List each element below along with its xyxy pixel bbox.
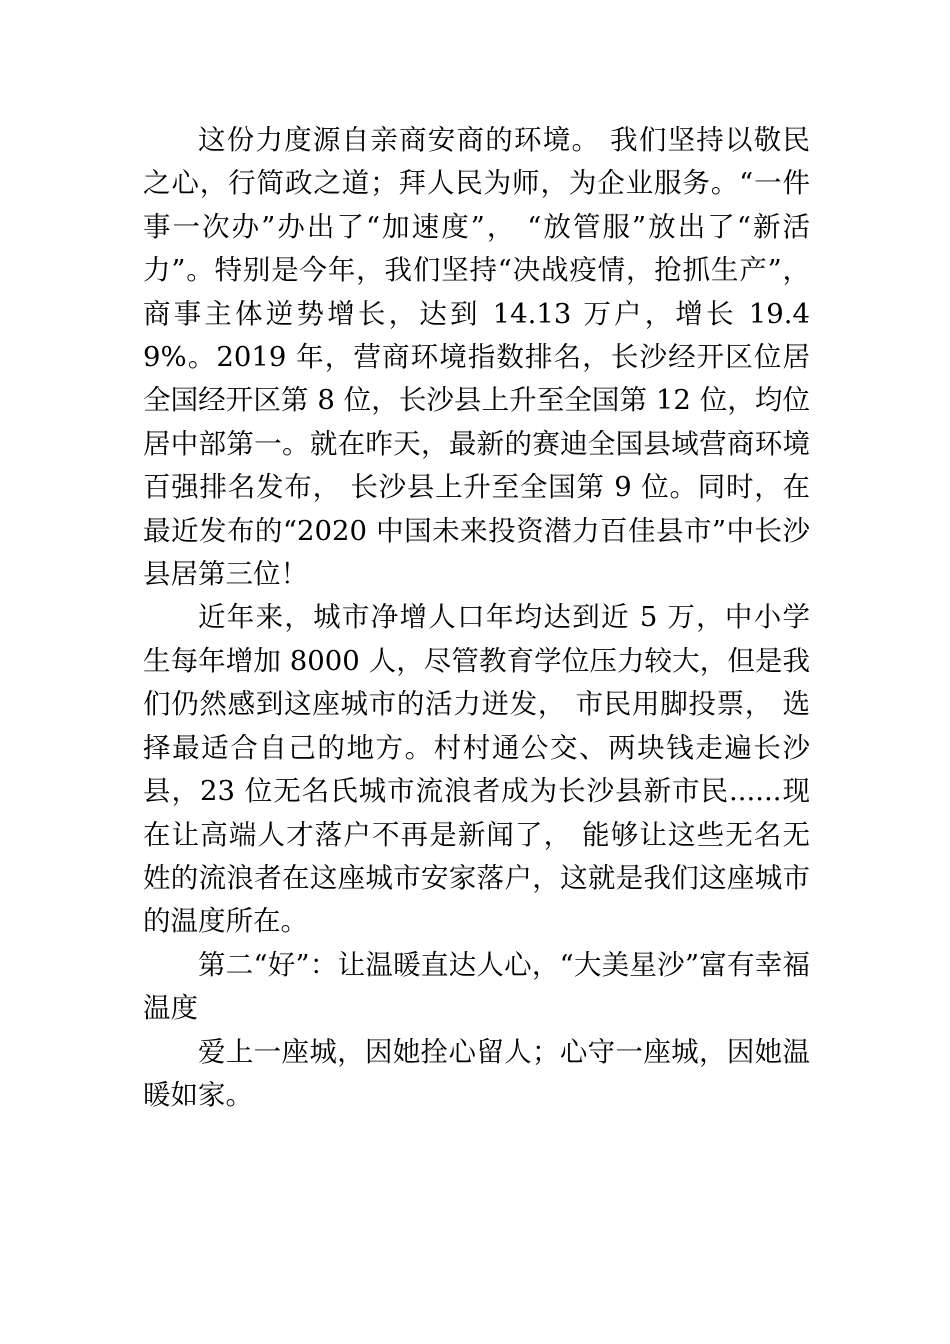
paragraph-population-growth: 近年来，城市净增人口年均达到近 5 万，中小学生每年增加 8000 人，尽管教育学位压力较大，但是我们仍然感到这座城市的活力迸发， 市民用脚投票， 选择最适合自己的地方。村村通公交、两块钱走遍长沙县，23 位无名氏城市流浪者成为长沙县新市民......现在让高端人才落户不再是新闻了， 能够让这些无名无姓的流浪者在这座城市安家落户，这就是我们这座城市的温度所在。 <box>143 601 810 938</box>
paragraph-second-hao-heading: 第二“好”：让温暖直达人心，“大美星沙”富有幸福温度 <box>143 948 810 1025</box>
paragraph-love-the-city: 爱上一座城，因她拴心留人；心守一座城，因她温暖如家。 <box>143 1035 810 1111</box>
paragraph-business-environment: 这份力度源自亲商安商的环境。 我们坚持以敬民之心，行简政之道；拜人民为师，为企业服务。“一件事一次办”办出了“加速度”， “放管服”放出了“新活力”。特别是今年，我们坚持“决战疫情，抢抓生产”，商事主体逆势增长，达到 14.13 万户，增长 19.49%。2019 年，营商环境指数排名，长沙经开区位居全国经开区第 8 位，长沙县上升至全国第 12 位，均位居中部第一。就在昨天，最新的赛迪全国县域营商环境百强排名发布， 长沙县上升至全国第 9 位。同时，在最近发布的“2020 中国未来投资潜力百佳县市”中长沙县居第三位！ <box>143 124 810 591</box>
